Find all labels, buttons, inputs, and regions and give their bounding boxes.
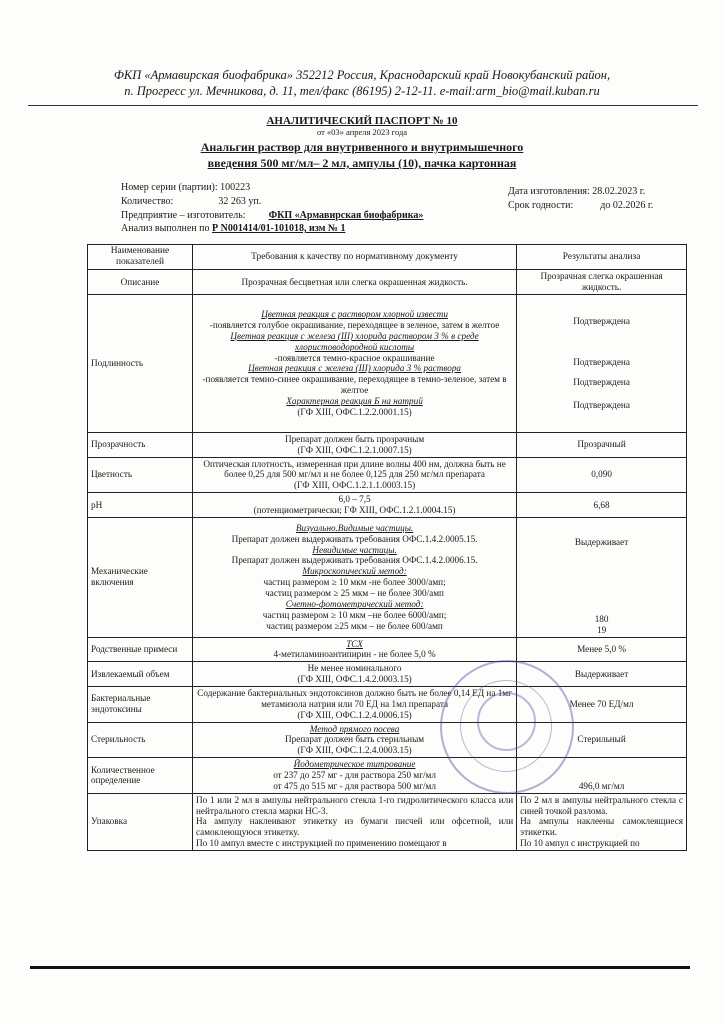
ident-sub-1: Цветная реакция с раствором хлорной извести <box>261 309 448 320</box>
mech-text-4a: частиц размером ≥ 10 мкм –не более 6000/амп; <box>262 609 447 620</box>
row-name: Упаковка <box>88 793 193 850</box>
pack-res-1: По 2 мл в ампулы нейтрального стекла с синей точкой разлома. <box>520 794 683 816</box>
assay-sub: Йодометрическое титрование <box>293 759 416 770</box>
analysis-value: Р N001414/01-101018, изм № 1 <box>212 223 346 234</box>
endo-req-2: (ГФ XIII, ОФС.1.2.4.0006.15) <box>297 709 412 720</box>
table-row <box>88 294 687 432</box>
table-row <box>88 758 687 794</box>
table-row <box>88 722 687 758</box>
series-label: Номер серии (партии): <box>121 182 218 193</box>
row-result <box>517 793 687 850</box>
row-name: Механические включения <box>88 517 193 637</box>
made-value: 28.02.2023 г. <box>592 186 646 197</box>
row-result: Менее 5,0 % <box>517 637 687 662</box>
ident-result-1: Подтверждена <box>573 315 630 326</box>
steril-sub: Метод прямого посева <box>309 723 400 734</box>
analysis-label: Анализ выполнен по <box>121 223 210 234</box>
row-name: Цветность <box>88 457 193 493</box>
table-row <box>88 457 687 493</box>
row-result <box>517 294 687 432</box>
table-row <box>88 637 687 662</box>
pack-req-2: На ампулу наклеивают этикетку из бумаги писчей или офсетной, или самоклеющуюся этикетку. <box>195 816 514 838</box>
ident-text-2: -появляется темно-красное окрашивание <box>274 352 435 363</box>
ident-sub-3: Цветная реакция с железа (III) хлорида 3 % раствора <box>248 363 462 374</box>
row-result: Прозрачная слегка окрашенная жидкость. <box>517 270 687 295</box>
row-requirement <box>192 517 516 637</box>
row-name: Извлекаемый объем <box>88 662 193 687</box>
row-result: 496,0 мг/мл <box>517 758 687 794</box>
series-value: 100223 <box>220 182 251 193</box>
row-requirement <box>192 493 516 518</box>
mech-text-3b: частиц размером ≥ 25 мкм – не более 300/амп <box>265 588 444 599</box>
table-header-row <box>88 245 687 270</box>
mech-result-3: 19 <box>596 624 607 635</box>
quantity-label: Количество: <box>121 196 174 207</box>
passport-date: от «03» апреля 2023 года <box>316 127 408 137</box>
ident-result-3: Подтверждена <box>573 377 630 388</box>
header-result: Результаты анализа <box>517 245 687 270</box>
row-name: Родственные примеси <box>88 637 193 662</box>
row-name: Количественное определение <box>88 758 193 794</box>
header-line-2: п. Прогресс ул. Мечникова, д. 11, тел/факс (86195) 2-12-11. e-mail:arm_bio@mail.kuban.ru <box>124 84 600 98</box>
table-row <box>88 517 687 637</box>
pack-res-3: По 10 ампул с инструкцией по <box>520 838 640 849</box>
product-name-line-2: введения 500 мг/мл– 2 мл, ампулы (10), пачка картонная <box>207 156 517 170</box>
quantity-row <box>121 196 261 207</box>
mech-text-1: Препарат должен выдерживать требования ОФС.1.4.2.0005.15. <box>231 533 478 544</box>
round-seal-stamp <box>440 660 574 794</box>
mech-text-4b: частиц размером ≥25 мкм – не более 600/амп <box>266 620 443 631</box>
header-line-1: ФКП «Армавирская биофабрика» 352212 Россия, Краснодарский край Новокубанский район, <box>113 68 611 82</box>
table-row <box>88 662 687 687</box>
ph-req-1: 6,0 – 7,5 <box>338 494 371 505</box>
row-requirement <box>192 793 516 850</box>
assay-req-1: от 237 до 257 мг - для раствора 250 мг/мл <box>273 769 436 780</box>
mech-sub-3: Микроскопический метод: <box>302 566 407 577</box>
endo-req-1: Содержание бактериальных эндотоксинов должно быть не более 0,14 ЕД на 1мг метамизола натрия или 70 ЕД на 1мл препарата <box>197 687 512 709</box>
row-result <box>517 517 687 637</box>
ident-sub-4: Характерная реакция Б на натрий <box>286 395 423 406</box>
row-result: 6,68 <box>517 493 687 518</box>
header-divider <box>28 105 698 106</box>
row-requirement <box>192 294 516 432</box>
steril-req-1: Препарат должен быть стерильным <box>285 734 425 745</box>
passport-title: АНАЛИТИЧЕСКИЙ ПАСПОРТ № 10 <box>266 115 458 127</box>
row-result: Выдерживает <box>517 662 687 687</box>
row-requirement <box>192 637 516 662</box>
ident-text-4: (ГФ XIII, ОФС.1.2.2.0001.15) <box>297 406 412 417</box>
mech-sub-1: Визуально.Видимые частицы. <box>295 522 414 533</box>
ident-text-3: -появляется темно-синее окрашивание, переходящее в темно-зеленое, затем в желтое <box>202 374 507 396</box>
maker-row <box>121 210 423 221</box>
table-row <box>88 793 687 850</box>
analysis-table <box>87 244 687 851</box>
expiry-label: Срок годности: <box>508 200 574 211</box>
row-requirement <box>192 432 516 457</box>
mech-result-1: Выдерживает <box>574 536 629 547</box>
row-result: Прозрачный <box>517 432 687 457</box>
row-requirement: Прозрачная бесцветная или слегка окрашенная жидкость. <box>192 270 516 295</box>
header-indicator: Наименование показателей <box>88 245 193 270</box>
pack-req-3: По 10 ампул вместе с инструкцией по применению помещают в <box>195 838 447 849</box>
row-name: Описание <box>88 270 193 295</box>
made-row <box>508 186 645 197</box>
clarity-req-1: Препарат должен быть прозрачным <box>284 433 425 444</box>
mech-sub-2: Невидимые частицы. <box>312 544 397 555</box>
steril-req-2: (ГФ XIII, ОФС.1.2.4.0003.15) <box>297 745 412 756</box>
maker-value: ФКП «Армавирская биофабрика» <box>268 210 424 221</box>
header-requirement: Требования к качеству по нормативному документу <box>192 245 516 270</box>
row-name: Подлинность <box>88 294 193 432</box>
volume-req-2: (ГФ XIII, ОФС.1.4.2.0003.15) <box>297 674 412 685</box>
table-row <box>88 432 687 457</box>
quantity-value: 32 263 уп. <box>218 196 262 207</box>
product-name-line-1: Анальгин раствор для внутривенного и внутримышечного <box>200 140 524 154</box>
expiry-value: до 02.2026 г. <box>600 200 654 211</box>
mech-result-2: 180 <box>594 613 609 624</box>
row-requirement <box>192 457 516 493</box>
ph-req-2: (потенциометрически; ГФ XIII, ОФС.1.2.1.0004.15) <box>253 505 456 516</box>
ident-sub-2: Цветная реакция с железа (III) хлорида раствором 3 % в среде хлористоводородной кислоты <box>230 330 479 352</box>
row-name: Прозрачность <box>88 432 193 457</box>
row-result: Менее 70 ЕД/мл <box>517 686 687 722</box>
made-label: Дата изготовления: <box>508 186 590 197</box>
table-row <box>88 686 687 722</box>
analysis-row <box>121 223 345 234</box>
color-req-2: (ГФ XIII, ОФС.1.2.1.1.0003.15) <box>293 480 416 491</box>
maker-label: Предприятие – изготовитель: <box>121 210 246 221</box>
series-row <box>121 182 250 193</box>
table-row <box>88 493 687 518</box>
ident-result-4: Подтверждена <box>573 400 630 411</box>
assay-req-2: от 475 до 515 мг - для раствора 500 мг/мл <box>273 780 436 791</box>
related-sub: ТСХ <box>346 638 363 649</box>
expiry-row <box>508 200 653 211</box>
row-name: pH <box>88 493 193 518</box>
pack-req-1: По 1 или 2 мл в ампулы нейтрального стекла 1-го гидролитического класса или нейтрального стекла марки НС-3. <box>195 794 514 816</box>
mech-text-3a: частиц размером ≥ 10 мкм -не более 3000/амп; <box>263 577 446 588</box>
bottom-scan-line <box>30 966 690 969</box>
ident-text-1: -появляется голубое окрашивание, переходящее в зеленое, затем в желтое <box>209 319 500 330</box>
clarity-req-2: (ГФ XIII, ОФС.1.2.1.0007.15) <box>297 444 412 455</box>
row-result: Стерильный <box>517 722 687 758</box>
ident-result-2: Подтверждена <box>573 356 630 367</box>
volume-req-1: Не менее номинального <box>307 663 402 674</box>
mech-text-2: Препарат должен выдерживать требования ОФС.1.4.2.0006.15. <box>231 555 478 566</box>
row-name: Стерильность <box>88 722 193 758</box>
table-row <box>88 270 687 295</box>
row-result: 0,090 <box>517 457 687 493</box>
pack-res-2: На ампулы наклеены самоклеящиеся этикетки. <box>520 816 683 838</box>
mech-sub-4: Счетно-фотометрический метод: <box>285 598 424 609</box>
row-name: Бактериальные эндотоксины <box>88 686 193 722</box>
related-req: 4-метиламиноантипирин - не более 5,0 % <box>273 649 436 660</box>
seal-emblem <box>477 692 536 751</box>
color-req-1: Оптическая плотность, измеренная при длине волны 400 нм, должна быть не более 0,25 для 500 мг/мл и не более 0,125 для 250 мг/мл препарата <box>203 458 506 480</box>
